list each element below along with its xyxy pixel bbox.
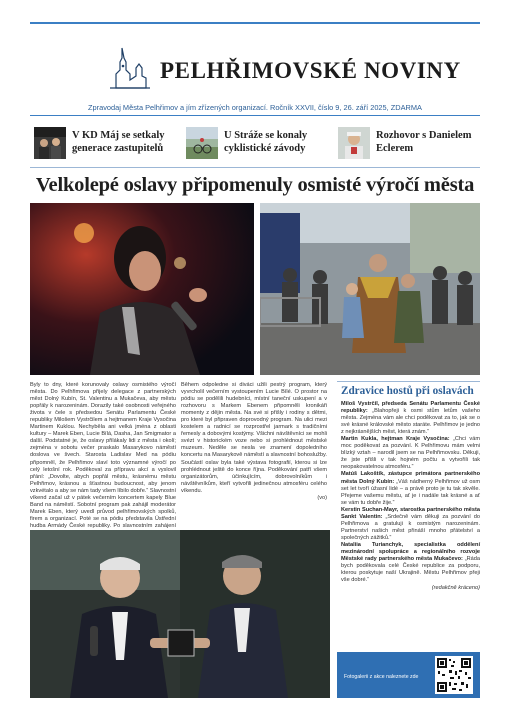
sidebar-rule — [337, 381, 480, 382]
sidebar-title: Zdravice hostů při oslavách — [341, 385, 474, 397]
greeting-paragraph — [341, 542, 480, 584]
guest-greetings — [341, 401, 480, 592]
teaser-photo — [186, 127, 218, 159]
greeting-paragraph — [341, 507, 480, 542]
teaser-text-1: U Stráže se konaly — [224, 130, 308, 141]
author-signature: (vo) — [317, 494, 327, 501]
teaser-photo — [34, 127, 66, 159]
teaser-text-2: cyklistické závody — [224, 142, 306, 154]
teaser-text-2: Eclerem — [376, 142, 414, 154]
medieval-parade-photo — [260, 203, 480, 375]
greeting-text: „Blahopřeji k osmi stům letům vašeho města. Zejména vám ale chci poděkovat za to, jak se o své krásné královské město staráte. Pelhřimov je jedno z nejkrásnějších měst, která znám.“ — [341, 408, 480, 436]
masthead-rule — [30, 115, 480, 116]
award-handshake-photo — [30, 530, 330, 698]
speaker-name: Miloš Vystrčil, předseda Senátu Parlamentu České republiky: — [341, 401, 480, 415]
article-column-2 — [181, 382, 327, 502]
greeting-text: „Ráda bych poděkovala celé České republice za podporu, kterou poskytuje naší Ukrajině. Městu Pelhřimov přeji vše dobré.“ — [341, 556, 480, 584]
greeting-paragraph — [341, 471, 480, 506]
greeting-text: „Váš nádherný Pelhřimov už osm set let tvoří úžasní lidé – a právě proto je tu tak skvěle. Přejeme vašemu městu, ať je i nadále tak krásné a ať se vám tu dobře žije.“ — [341, 478, 480, 506]
greeting-paragraph — [341, 436, 480, 471]
photo-gallery-box[interactable] — [337, 652, 480, 698]
article-column-2-text: Během odpoledne si diváci užili pestrý program, který vyvrcholil večerním vystoupením Lucie Bílé. O prostor na pódiu se podělili hudebníci, místní taneční uskupení a v rozhovoru s Markem Ebenem připomněli kronikáři momenty z dějin města. Na své si přišly i rodiny s dětmi, pro které byl připraven doprovodný program. Na ulici mezi kostelem a radnicí se rozprostřel jarmark s tradičními řemesly a dobovými kostýmy. Všichni návštěvníci se mohli svézt v historickém voze nebo si prohlédnout městské muzeum. Neděle se nesla ve znamení dopoledního koncertu na Masarykově náměstí a slavnostní bohoslužby. Součástí oslav byla také výstava fotografií, kterou si lze prohlédnout ještě do konce října. Poděkování patří všem organizátorům, účinkujícím, dobrovolníkům i návštěvníkům, kteří vytvořili jedinečnou atmosféru celého víkendu. — [181, 382, 327, 494]
speaker-name: Matúš Lakoštík, zástupce primátora partnerského města Dolný Kubín: — [341, 471, 480, 485]
speaker-name: Martin Kukla, hejtman Kraje Vysočina: — [341, 436, 450, 443]
gallery-label: Fotogalerii z akce naleznete zde — [344, 674, 419, 680]
teaser-text-1: Rozhovor s Danielem — [376, 130, 472, 141]
greeting-paragraph — [341, 401, 480, 436]
editorial-note: (redakčně kráceno) — [431, 585, 480, 592]
speaker-name: Nataliia Turianchyk, specialistka oddělení mezinárodní spolupráce a regionálního rozvoje Městské rady partnerského města Mukačevo: — [341, 541, 480, 563]
article-column-1: Byly to dny, které korunovaly oslavy osmistého výročí města. Do Pelhřimova přijely delegace z partnerských měst Dolný Kubín, St. Valentinu a Mukačeva, aby městu popřály k narozeninám. Dorazily také osobnosti veřejného života v čele s předsedou Senátu Parlamentu České republiky Milošem Vystrčilem a hejtmanem Kraje Vysočina Martinem Kuklou. Nechyběla ani velká jména z oblasti kultury – Marek Eben, Lucie Bílá, Dasha, Jan Smigmator a další. Podstatné je, že oslavy přilákaly lidi z města i okolí; zejména v sobotu večer praskalo Masarykovo náměstí doslova ve švech. Starosta Ladislav Med na pódiu připomněl, že Pelhřimov slaví toto významné výročí po celý letošní rok. Poděkoval za přípravu akcí a vyslovil přání: „Dovolte, abych popřál městu, krásnému městu Pelhřimov, krásnou a šťastnou budoucnost, aby jenom vzkvétalo a aby se nám tady všem líbilo dobře.“ Slavnostní víkend začal už v pátek večerním koncertem kapely Blue Band na náměstí. Sobotní program pak zahájil moderátor Marek Eben, který uvedl průvod pelhřimovských spolků, firem a organizací. Poté se na pódiu představila Ústřední hudba Armády České republiky. Po slavnostním zahájení — [30, 382, 176, 529]
newspaper-title: PELHŘIMOVSKÉ NOVINY — [160, 58, 461, 83]
qr-code-icon[interactable] — [435, 656, 473, 694]
teaser-text-2: generace zastupitelů — [72, 142, 164, 154]
singer-photo — [30, 203, 254, 375]
top-rule — [30, 22, 480, 24]
teaser-text-1: V KD Máj se setkaly — [72, 130, 165, 141]
greeting-text: „Srdečně vám děkuji za pozvání do Pelhřimova a gratuluji k osmistým narozeninám. Partnerství našich měst přináší mnoho přátelství a společných zážitků.“ — [341, 513, 480, 541]
teaser-photo — [338, 127, 370, 159]
town-skyline-logo — [108, 44, 152, 92]
teaser-rule — [30, 167, 480, 168]
issue-subtitle: Zpravodaj Města Pelhřimov a jím zřízených organizací. Ročník XXVII, číslo 9, 26. září 2025, ZDARMA — [88, 103, 422, 112]
speaker-name: Kerstin Suchan-Mayr, starostka partnerského města Sankt Valentin: — [341, 506, 480, 520]
article-headline: Velkolepé oslavy připomenuly osmisté výročí města — [35, 174, 475, 196]
greeting-text: „Chci vám moc poděkovat za pozvání. K Pelhřimovu mám velmi blízký vztah – narodil jsem se na Pelhřimovsku. Děkuji, že jste přišli v tak hojném počtu a vytvořili tak neopakovatelnou atmosféru.“ — [341, 436, 480, 471]
